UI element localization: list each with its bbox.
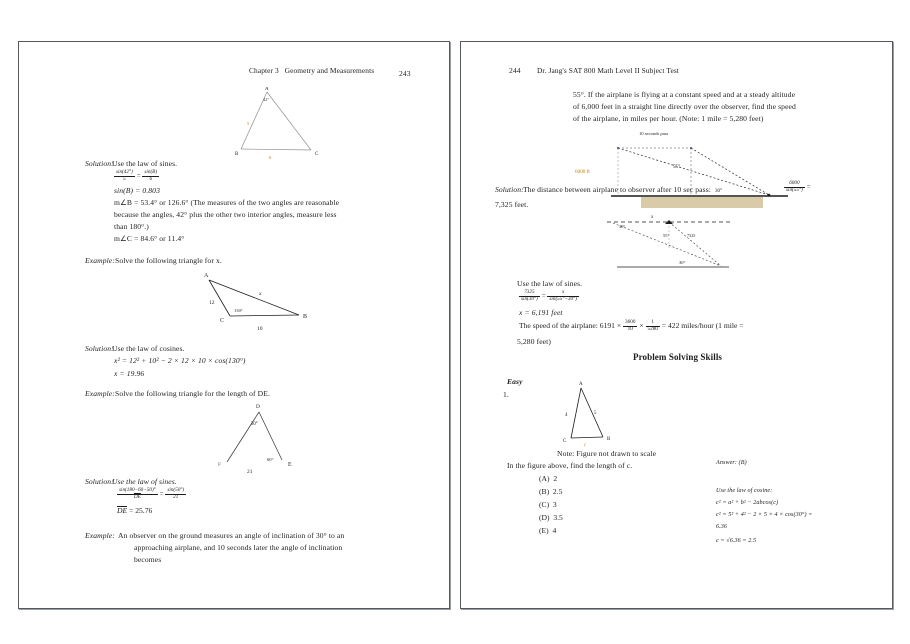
solution3-eq2-overline: DE <box>117 506 128 515</box>
svg-text:21: 21 <box>247 469 253 475</box>
svg-text:B: B <box>235 152 239 157</box>
solution3-eq2-rest: = 25.76 <box>127 506 153 515</box>
difficulty-label: Easy <box>507 377 523 386</box>
solution5-eq3 <box>519 320 744 333</box>
solution4-equals: = <box>806 183 811 192</box>
figure-triangle-abc-top <box>219 87 339 167</box>
answer-line3: 6.36 <box>716 524 728 530</box>
solution4-label: Solution: <box>495 185 524 194</box>
svg-text:50°: 50° <box>251 422 258 427</box>
left-page-number: 243 <box>399 69 411 78</box>
question-continuation-line3: of the airplane, in miles per hour. (Note: 1 mile = 5,280 feet) <box>573 114 764 123</box>
solution1-eq4: m∠C = 84.6° or 11.4° <box>114 234 185 243</box>
svg-text:A: A <box>579 382 583 387</box>
solution5-eq3-f1-den: 10 <box>623 326 637 333</box>
solution1-eq1: $\frac{\sin(42^\circ)}{5}$ = $\frac{\sin(B)}{6}$ <box>116 169 158 182</box>
svg-text:6: 6 <box>269 155 272 160</box>
solution5-eq1: $\frac{7325}{\sin(30^\circ)}$ = $\frac{x}{\sin(55^\circ-30^\circ)}$ <box>521 289 577 302</box>
solution3-eq1-num-right: sin(50°) <box>167 487 185 493</box>
svg-text:12: 12 <box>209 300 215 306</box>
solution3-label: Solution: <box>85 477 114 486</box>
solution4-frac-num: 6000 <box>789 180 800 186</box>
example3-label: Example: <box>85 531 115 540</box>
solution1-eq3-line2: because the angles, 42° plus the other two interior angles, measure less <box>114 210 337 219</box>
svg-text:30°: 30° <box>679 260 686 265</box>
answer-line2: c² = 5² + 4² − 2 × 5 × 4 × cos(30°) = <box>716 512 813 518</box>
solution5-eq1-den-left: sin(30°) <box>521 295 538 302</box>
svg-text:B: B <box>607 437 611 442</box>
solution1-eq1-den-right: 6 <box>142 176 159 183</box>
solution1-eq1-num-right: sin(B) <box>144 169 158 175</box>
solution5-eq3-f2-den: 5280 <box>647 325 658 332</box>
figure-problem-triangle <box>541 380 631 452</box>
svg-text:30°: 30° <box>715 189 722 194</box>
section-title-problem-solving-skills: Problem Solving Skills <box>632 352 723 362</box>
svg-text:42°: 42° <box>263 97 269 102</box>
choice-c[interactable]: (C) 3 <box>539 500 557 509</box>
solution1-eq3-line1: m∠B = 53.4° or 126.6° (The measures of the two angles are reasonable <box>114 198 340 207</box>
example3-line1: An observer on the ground measures an angle of inclination of 30° to an <box>118 531 345 540</box>
solution5-eq1-num-left: 7325 <box>524 289 535 295</box>
example3-line2: approaching airplane, and 10 seconds later the angle of inclination <box>134 543 343 552</box>
solution1-lead: Use the law of sines. <box>112 159 178 168</box>
figure-airplane-first <box>573 126 823 210</box>
svg-text:A: A <box>265 87 269 92</box>
solution5-eq3-suffix: = 422 miles/hour (1 mile = <box>661 321 744 331</box>
solution5-eq4: 5,280 feet) <box>517 337 551 346</box>
solution5-eq1-num-right: x <box>562 289 565 295</box>
svg-text:5: 5 <box>247 121 250 126</box>
solution5-eq1-den-right: sin(55°−30°) <box>549 295 577 302</box>
svg-text:C: C <box>315 152 319 157</box>
solution5-eq3-prefix: The speed of the airplane: 6191 × <box>519 321 622 331</box>
solution3-eq1-den-right: 21 <box>165 494 186 501</box>
svg-text:D: D <box>256 404 260 410</box>
question-continuation-line1: 55°. If the airplane is flying at a constant speed and at a steady altitude <box>573 90 796 99</box>
solution2-lead: Use the law of cosines. <box>112 344 185 353</box>
right-page <box>460 41 893 609</box>
figure-airplane-second <box>601 210 746 272</box>
solution4-text: The distance between airplane to observer after 10 sec pass: <box>523 185 711 194</box>
svg-text:130°: 130° <box>234 308 243 313</box>
svg-text:A: A <box>204 273 209 279</box>
answer-line1: c² = a² + b² − 2abcos(c) <box>716 500 779 506</box>
left-page-header-chapter: Chapter 3 Geometry and Measurements <box>249 66 375 75</box>
solution1-eq3-line3: than 180°.) <box>114 222 149 231</box>
solution1-label: Solution: <box>85 159 114 168</box>
svg-text:10: 10 <box>257 326 263 332</box>
right-page-number: 244 <box>509 66 521 75</box>
svg-text:F: F <box>218 462 221 468</box>
svg-text:C: C <box>220 318 225 324</box>
solution3-eq2 <box>117 506 152 515</box>
solution5-lead: Use the law of sines. <box>517 279 583 288</box>
solution3-eq1-num-left: sin(180−60−50)° <box>119 487 156 493</box>
solution1-eq1-num-left: sin(42°) <box>116 169 133 175</box>
solution3-eq1-den-left: DE <box>117 494 158 501</box>
solution5-eq3-f1-num: 3600 <box>625 319 636 325</box>
example1-label: Example: <box>85 256 115 265</box>
svg-text:c: c <box>584 443 587 448</box>
choice-d[interactable]: (D) 3.5 <box>539 513 563 522</box>
example2-label: Example: <box>85 389 115 398</box>
solution2-label: Solution: <box>85 344 114 353</box>
example3-line3: becomes <box>134 555 162 564</box>
answer-block <box>716 458 747 470</box>
answer-label: Answer: (B) <box>716 460 747 466</box>
figure-triangle-abc-mid <box>187 268 317 340</box>
solution4-frac-den: sin(55°) <box>786 186 803 193</box>
answer-lead: Use the law of cosine: <box>716 488 773 494</box>
svg-text:E: E <box>288 462 292 468</box>
solution5-eq3-mid: × <box>639 321 644 331</box>
svg-text:x: x <box>651 215 654 220</box>
solution4-result: 7,325 feet. <box>495 200 529 209</box>
example2-text: Solve the following triangle for the length of DE. <box>115 389 270 398</box>
problem-prompt: In the figure above, find the length of c. <box>507 461 633 470</box>
svg-text:55°: 55° <box>673 165 680 170</box>
solution5-eq3-f2-num: 1 <box>651 319 654 325</box>
svg-text:C: C <box>563 439 567 444</box>
svg-text:4: 4 <box>565 413 568 418</box>
question-continuation-line2: of 6,000 feet in a straight line directly over the observer, find the speed <box>573 102 796 111</box>
solution5-eq2: x = 6,191 feet <box>519 308 563 317</box>
solution1-eq1-den-left: 5 <box>114 176 135 183</box>
svg-text:B: B <box>303 314 308 320</box>
solution3-lead: Use the law of sines. <box>112 477 177 486</box>
choice-a[interactable]: (A) 2 <box>539 474 558 483</box>
svg-text:5: 5 <box>594 411 597 416</box>
solution3-eq1: $\frac{\sin(180-60-50)^\circ}{DE}$ = $\frac{\sin(50^\circ)}{21}$ <box>119 487 185 500</box>
example1-text: Solve the following triangle for x. <box>115 256 222 265</box>
problem-note: Note: Figure not drawn to scale <box>557 449 657 458</box>
svg-text:55°: 55° <box>663 233 670 238</box>
svg-text:7325: 7325 <box>687 233 696 238</box>
svg-text:60°: 60° <box>267 457 274 462</box>
left-page <box>18 41 450 609</box>
svg-text:6000 ft: 6000 ft <box>575 169 590 175</box>
figure-triangle-def <box>204 398 319 476</box>
solution1-eq2: sin(B) = 0.803 <box>114 186 160 195</box>
svg-text:x: x <box>259 291 262 297</box>
choice-e[interactable]: (E) 4 <box>539 526 557 535</box>
choice-b[interactable]: (B) 2.5 <box>539 487 563 496</box>
right-page-header-title: Dr. Jang's SAT 800 Math Level II Subject Test <box>537 66 679 75</box>
svg-text:30°: 30° <box>619 224 626 229</box>
solution4-fraction <box>784 181 811 194</box>
solution2-eq1: x² = 12² + 10² − 2 × 12 × 10 × cos(130°) <box>114 356 246 365</box>
problem-number: 1. <box>503 390 509 399</box>
answer-line4: c = √6.36 = 2.5 <box>716 538 757 544</box>
solution2-eq2: x = 19.96 <box>114 369 145 378</box>
svg-text:10 seconds pass: 10 seconds pass <box>639 131 669 136</box>
